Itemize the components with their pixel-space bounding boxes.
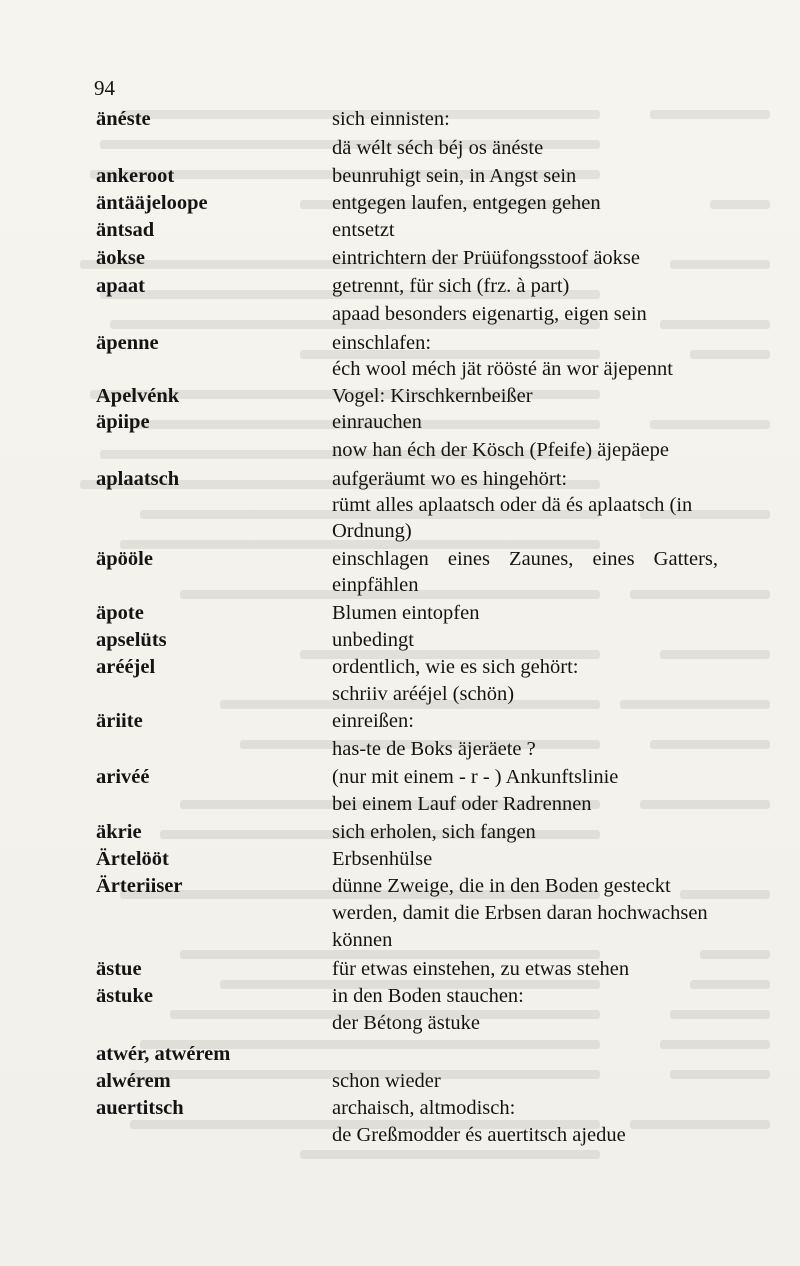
- entry-example: de Greßmodder és auertitsch ajedue: [332, 1124, 626, 1146]
- entry-term: ankeroot: [96, 165, 175, 187]
- entry-definition: beunruhigt sein, in Angst sein: [332, 165, 577, 187]
- entry-definition: entgegen laufen, entgegen gehen: [332, 192, 601, 214]
- entry-term: aplaatsch: [96, 468, 180, 490]
- entry-term: arivéé: [96, 766, 150, 788]
- entry-term: äpenne: [96, 332, 159, 354]
- entry-definition: eintrichtern der Prüüfongsstoof äokse: [332, 247, 640, 269]
- entry-definition: für etwas einstehen, zu etwas stehen: [332, 958, 630, 980]
- entry-definition: entsetzt: [332, 219, 395, 241]
- entry-term: äntääjeloope: [96, 192, 208, 214]
- entry-term: apaat: [96, 275, 145, 297]
- entry-definition: einschlagen eines Zaunes, eines Gatters, einpfählen: [332, 548, 718, 596]
- entry-term: atwér, atwérem: [96, 1043, 231, 1065]
- entry-term: äpiipe: [96, 411, 150, 433]
- entry-term: apselüts: [96, 629, 167, 651]
- entry-definition: Vogel: Kirschkernbeißer: [332, 385, 533, 407]
- entry-example: has-te de Boks äjeräete ?: [332, 738, 536, 760]
- entry-definition: einrauchen: [332, 411, 422, 433]
- entry-definition: Blumen eintopfen: [332, 602, 480, 624]
- entry-definition: getrennt, für sich (frz. à part): [332, 275, 570, 297]
- entry-example: éch wool méch jät röösté än wor äjepennt: [332, 358, 673, 380]
- entry-term: äkrie: [96, 821, 142, 843]
- entry-term: auertitsch: [96, 1097, 184, 1119]
- entry-definition: (nur mit einem - r - ) Ankunftslinie: [332, 766, 619, 788]
- entry-term: ästuke: [96, 985, 153, 1007]
- entry-term: Ärtelööt: [96, 848, 169, 870]
- entry-term: äriite: [96, 710, 143, 732]
- entry-definition: ordentlich, wie es sich gehört:: [332, 656, 579, 678]
- entry-example: dä wélt séch béj os änéste: [332, 137, 544, 159]
- entry-definition: sich erholen, sich fangen: [332, 821, 536, 843]
- entry-term: äpote: [96, 602, 144, 624]
- entry-term: alwérem: [96, 1070, 171, 1092]
- entry-definition: unbedingt: [332, 629, 414, 651]
- entry-example: apaad besonders eigenartig, eigen sein: [332, 303, 647, 325]
- entry-example: now han éch der Kösch (Pfeife) äjepäepe: [332, 439, 669, 461]
- entry-term: Ärteriiser: [96, 875, 183, 897]
- entry-term: arééjel: [96, 656, 156, 678]
- entry-term: äokse: [96, 247, 145, 269]
- entry-definition: archaisch, altmodisch:: [332, 1097, 516, 1119]
- entry-term: ästue: [96, 958, 142, 980]
- entry-definition: einreißen:: [332, 710, 414, 732]
- page-number: 94: [94, 76, 115, 100]
- entry-definition: sich einnisten:: [332, 108, 450, 130]
- entry-definition: aufgeräumt wo es hingehört:: [332, 468, 568, 490]
- entry-definition: schon wieder: [332, 1070, 441, 1092]
- entry-term: änéste: [96, 108, 151, 130]
- entry-example: schriiv arééjel (schön): [332, 683, 515, 705]
- entry-definition: einschlafen:: [332, 332, 432, 354]
- entry-example: der Bétong ästuke: [332, 1012, 481, 1034]
- entry-definition: in den Boden stauchen:: [332, 985, 524, 1007]
- entry-term: äpööle: [96, 548, 153, 570]
- entry-definition: Erbsenhülse: [332, 848, 433, 870]
- entry-term: Apelvénk: [96, 385, 180, 407]
- entry-definition: dünne Zweige, die in den Boden gesteckt werden, damit die Erbsen daran hochwachsen können: [332, 875, 708, 951]
- entry-definition-continued: bei einem Lauf oder Radrennen: [332, 793, 592, 815]
- entry-example: rümt alles aplaatsch oder dä és aplaatsch (in Ordnung): [332, 494, 693, 542]
- entry-term: äntsad: [96, 219, 155, 241]
